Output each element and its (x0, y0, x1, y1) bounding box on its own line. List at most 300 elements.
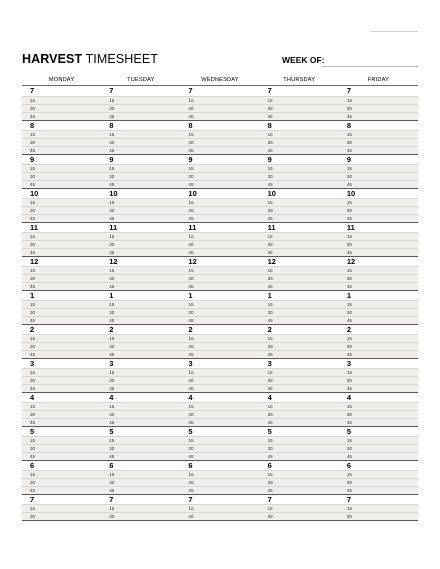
minute-cell-thursday[interactable]: 30 (267, 242, 273, 247)
minute-cell-friday[interactable]: 45 (346, 352, 352, 357)
hour-cell-wednesday[interactable]: 10 (188, 189, 197, 198)
hour-cell-thursday[interactable]: 7 (267, 495, 272, 504)
minute-cell-tuesday[interactable]: 45 (109, 386, 115, 391)
minute-cell-tuesday[interactable]: 15 (109, 302, 115, 307)
minute-cell-wednesday[interactable]: 30 (188, 174, 194, 179)
day-header-monday: MONDAY (48, 77, 75, 83)
minute-cell-monday[interactable]: 15 (30, 336, 36, 341)
minute-cell-friday[interactable]: 45 (346, 420, 352, 425)
minute-cell-tuesday[interactable]: 30 (109, 412, 115, 417)
minute-cell-wednesday[interactable]: 30 (188, 514, 194, 519)
minute-cell-thursday[interactable]: 15 (267, 336, 273, 341)
minute-cell-friday[interactable]: 30 (346, 344, 352, 349)
minute-cell-thursday[interactable]: 30 (267, 344, 273, 349)
minute-cell-wednesday[interactable]: 45 (188, 148, 194, 153)
minute-cell-tuesday[interactable]: 30 (109, 140, 115, 145)
minute-cell-monday[interactable]: 45 (30, 454, 36, 459)
hour-cell-tuesday[interactable]: 7 (109, 86, 114, 95)
hour-row (22, 188, 418, 198)
minute-cell-tuesday[interactable]: 30 (109, 344, 115, 349)
minute-cell-tuesday[interactable]: 15 (109, 336, 115, 341)
minute-row (22, 180, 418, 188)
minute-cell-monday[interactable]: 30 (30, 208, 36, 213)
hour-cell-thursday[interactable]: 3 (267, 359, 272, 368)
minute-cell-wednesday[interactable]: 15 (188, 132, 194, 137)
hour-cell-monday[interactable]: 3 (30, 359, 35, 368)
minute-cell-friday[interactable]: 45 (346, 114, 352, 119)
minute-row (22, 112, 418, 120)
minute-cell-wednesday[interactable]: 45 (188, 488, 194, 493)
minute-cell-tuesday[interactable]: 15 (109, 98, 115, 103)
minute-cell-thursday[interactable]: 30 (267, 446, 273, 451)
hour-cell-thursday[interactable]: 9 (267, 155, 272, 164)
hour-cell-thursday[interactable]: 12 (267, 257, 276, 266)
minute-cell-friday[interactable]: 45 (346, 454, 352, 459)
hour-cell-tuesday[interactable]: 4 (109, 393, 114, 402)
hour-cell-friday[interactable]: 11 (346, 223, 355, 232)
minute-cell-monday[interactable]: 15 (30, 166, 36, 171)
minute-row (22, 470, 418, 478)
week-of-field[interactable] (322, 66, 418, 67)
hour-cell-friday[interactable]: 1 (346, 291, 351, 300)
day-header-wednesday: WEDNESDAY (201, 77, 239, 83)
minute-row (22, 308, 418, 316)
hour-cell-wednesday[interactable]: 2 (188, 325, 193, 334)
hour-cell-wednesday[interactable]: 7 (188, 495, 193, 504)
hour-cell-tuesday[interactable]: 2 (109, 325, 114, 334)
minute-cell-tuesday[interactable]: 45 (109, 284, 115, 289)
minute-cell-thursday[interactable]: 15 (267, 166, 273, 171)
minute-cell-friday[interactable]: 45 (346, 318, 352, 323)
minute-cell-friday[interactable]: 15 (346, 200, 352, 205)
hour-cell-wednesday[interactable]: 3 (188, 359, 193, 368)
minute-cell-thursday[interactable]: 30 (267, 378, 273, 383)
hour-cell-tuesday[interactable]: 12 (109, 257, 118, 266)
hour-row (22, 86, 418, 96)
hour-cell-tuesday[interactable]: 3 (109, 359, 114, 368)
minute-row (22, 334, 418, 342)
minute-cell-tuesday[interactable]: 15 (109, 166, 115, 171)
minute-cell-monday[interactable]: 15 (30, 370, 36, 375)
minute-cell-thursday[interactable]: 15 (267, 404, 273, 409)
minute-cell-monday[interactable]: 15 (30, 268, 36, 273)
minute-cell-thursday[interactable]: 45 (267, 182, 273, 187)
minute-cell-thursday[interactable]: 45 (267, 386, 273, 391)
minute-cell-thursday[interactable]: 30 (267, 106, 273, 111)
minute-row (22, 368, 418, 376)
minute-cell-tuesday[interactable]: 45 (109, 148, 115, 153)
minute-cell-monday[interactable]: 45 (30, 386, 36, 391)
hour-cell-friday[interactable]: 2 (346, 325, 351, 334)
minute-cell-wednesday[interactable]: 30 (188, 140, 194, 145)
minute-cell-thursday[interactable]: 45 (267, 114, 273, 119)
hour-row (22, 358, 418, 368)
hour-row (22, 324, 418, 334)
hour-cell-tuesday[interactable]: 7 (109, 495, 114, 504)
hour-row (22, 222, 418, 232)
title-regular: TIMESHEET (85, 52, 158, 66)
minute-cell-friday[interactable]: 30 (346, 446, 352, 451)
hour-cell-monday[interactable]: 11 (30, 223, 38, 232)
hour-cell-thursday[interactable]: 2 (267, 325, 272, 334)
minute-cell-monday[interactable]: 45 (30, 420, 36, 425)
minute-cell-tuesday[interactable]: 30 (109, 242, 115, 247)
minute-cell-friday[interactable]: 30 (346, 174, 352, 179)
hour-cell-monday[interactable]: 8 (30, 121, 35, 130)
minute-cell-tuesday[interactable]: 15 (109, 234, 115, 239)
minute-cell-tuesday[interactable]: 30 (109, 446, 115, 451)
minute-cell-wednesday[interactable]: 45 (188, 318, 194, 323)
minute-cell-thursday[interactable]: 45 (267, 420, 273, 425)
minute-cell-wednesday[interactable]: 15 (188, 98, 194, 103)
minute-cell-thursday[interactable]: 15 (267, 438, 273, 443)
minute-cell-monday[interactable]: 45 (30, 148, 36, 153)
minute-row (22, 486, 418, 494)
minute-cell-friday[interactable]: 45 (346, 148, 352, 153)
minute-cell-friday[interactable]: 45 (346, 182, 352, 187)
minute-cell-monday[interactable]: 15 (30, 404, 36, 409)
minute-cell-monday[interactable]: 30 (30, 140, 36, 145)
minute-cell-wednesday[interactable]: 30 (188, 106, 194, 111)
minute-cell-thursday[interactable]: 15 (267, 268, 273, 273)
hour-cell-friday[interactable]: 6 (346, 461, 351, 470)
minute-cell-thursday[interactable]: 45 (267, 488, 273, 493)
hour-cell-monday[interactable]: 7 (30, 86, 35, 95)
minute-cell-tuesday[interactable]: 15 (109, 200, 115, 205)
minute-cell-monday[interactable]: 45 (30, 114, 36, 119)
minute-cell-friday[interactable]: 30 (346, 378, 352, 383)
hour-cell-tuesday[interactable]: 10 (109, 189, 118, 198)
hour-cell-thursday[interactable]: 7 (267, 86, 272, 95)
minute-row (22, 478, 418, 486)
minute-row (22, 452, 418, 460)
minute-cell-monday[interactable]: 15 (30, 234, 36, 239)
hour-cell-tuesday[interactable]: 1 (109, 291, 114, 300)
minute-cell-monday[interactable]: 30 (30, 378, 36, 383)
minute-cell-tuesday[interactable]: 30 (109, 514, 115, 519)
minute-row (22, 342, 418, 350)
hour-cell-friday[interactable]: 7 (346, 86, 351, 95)
minute-cell-friday[interactable]: 45 (346, 250, 352, 255)
week-of-label: WEEK OF: (282, 55, 325, 65)
minute-cell-wednesday[interactable]: 15 (188, 268, 194, 273)
minute-cell-wednesday[interactable]: 30 (188, 310, 194, 315)
minute-cell-monday[interactable]: 30 (30, 106, 36, 111)
minute-cell-wednesday[interactable]: 45 (188, 250, 194, 255)
minute-cell-tuesday[interactable]: 15 (109, 506, 115, 511)
minute-cell-wednesday[interactable]: 15 (188, 302, 194, 307)
minute-cell-friday[interactable]: 15 (346, 506, 352, 511)
minute-cell-friday[interactable]: 45 (346, 216, 352, 221)
minute-cell-monday[interactable]: 30 (30, 480, 36, 485)
hour-cell-wednesday[interactable]: 5 (188, 427, 193, 436)
minute-row (22, 130, 418, 138)
minute-cell-tuesday[interactable]: 15 (109, 404, 115, 409)
minute-cell-thursday[interactable]: 15 (267, 472, 273, 477)
minute-cell-friday[interactable]: 45 (346, 488, 352, 493)
minute-row (22, 172, 418, 180)
hour-cell-thursday[interactable]: 5 (267, 427, 272, 436)
minute-cell-monday[interactable]: 15 (30, 302, 36, 307)
hour-cell-friday[interactable]: 9 (346, 155, 351, 164)
minute-cell-thursday[interactable]: 30 (267, 174, 273, 179)
minute-cell-tuesday[interactable]: 15 (109, 472, 115, 477)
minute-cell-monday[interactable]: 30 (30, 310, 36, 315)
minute-cell-friday[interactable]: 45 (346, 284, 352, 289)
minute-cell-wednesday[interactable]: 15 (188, 472, 194, 477)
minute-cell-thursday[interactable]: 15 (267, 200, 273, 205)
minute-cell-wednesday[interactable]: 30 (188, 378, 194, 383)
minute-cell-monday[interactable]: 45 (30, 250, 36, 255)
page-title (22, 52, 158, 66)
minute-cell-tuesday[interactable]: 45 (109, 114, 115, 119)
hour-cell-wednesday[interactable]: 12 (188, 257, 197, 266)
minute-row (22, 384, 418, 392)
minute-cell-monday[interactable]: 45 (30, 352, 36, 357)
minute-cell-monday[interactable]: 45 (30, 284, 36, 289)
day-header-tuesday: TUESDAY (127, 77, 155, 83)
minute-cell-thursday[interactable]: 15 (267, 370, 273, 375)
minute-cell-wednesday[interactable]: 30 (188, 480, 194, 485)
hour-row (22, 256, 418, 266)
minute-cell-friday[interactable]: 30 (346, 106, 352, 111)
minute-cell-friday[interactable]: 15 (346, 132, 352, 137)
minute-cell-tuesday[interactable]: 15 (109, 132, 115, 137)
minute-cell-wednesday[interactable]: 45 (188, 284, 194, 289)
minute-cell-wednesday[interactable]: 15 (188, 166, 194, 171)
minute-cell-wednesday[interactable]: 45 (188, 182, 194, 187)
minute-cell-wednesday[interactable]: 15 (188, 336, 194, 341)
minute-cell-tuesday[interactable]: 15 (109, 370, 115, 375)
minute-cell-thursday[interactable]: 15 (267, 506, 273, 511)
minute-cell-thursday[interactable]: 30 (267, 276, 273, 281)
hour-cell-wednesday[interactable]: 4 (188, 393, 193, 402)
hour-cell-friday[interactable]: 7 (346, 495, 351, 504)
minute-cell-friday[interactable]: 15 (346, 234, 352, 239)
minute-cell-wednesday[interactable]: 30 (188, 344, 194, 349)
hour-cell-tuesday[interactable]: 11 (109, 223, 118, 232)
hour-cell-wednesday[interactable]: 1 (188, 291, 193, 300)
minute-cell-monday[interactable]: 30 (30, 344, 36, 349)
hour-cell-monday[interactable]: 4 (30, 393, 35, 402)
minute-cell-friday[interactable]: 30 (346, 276, 352, 281)
minute-cell-monday[interactable]: 15 (30, 98, 36, 103)
minute-cell-wednesday[interactable]: 30 (188, 242, 194, 247)
minute-row (22, 266, 418, 274)
minute-cell-thursday[interactable]: 15 (267, 234, 273, 239)
minute-cell-wednesday[interactable]: 45 (188, 114, 194, 119)
minute-cell-wednesday[interactable]: 15 (188, 506, 194, 511)
hour-cell-monday[interactable]: 12 (30, 257, 39, 266)
hour-row (22, 290, 418, 300)
minute-cell-monday[interactable]: 30 (30, 276, 36, 281)
minute-cell-tuesday[interactable]: 45 (109, 250, 115, 255)
minute-cell-wednesday[interactable]: 45 (188, 386, 194, 391)
minute-cell-monday[interactable]: 45 (30, 488, 36, 493)
minute-cell-monday[interactable]: 15 (30, 438, 36, 443)
minute-cell-thursday[interactable]: 30 (267, 480, 273, 485)
hour-cell-wednesday[interactable]: 7 (188, 86, 193, 95)
minute-cell-wednesday[interactable]: 30 (188, 208, 194, 213)
minute-cell-friday[interactable]: 15 (346, 370, 352, 375)
hour-row (22, 392, 418, 402)
minute-cell-thursday[interactable]: 45 (267, 352, 273, 357)
hour-row (22, 154, 418, 164)
minute-cell-thursday[interactable]: 45 (267, 216, 273, 221)
hour-cell-thursday[interactable]: 11 (267, 223, 276, 232)
hour-cell-thursday[interactable]: 1 (267, 291, 272, 300)
minute-cell-monday[interactable]: 30 (30, 514, 36, 519)
hour-cell-monday[interactable]: 2 (30, 325, 35, 334)
hour-cell-friday[interactable]: 12 (346, 257, 356, 266)
minute-cell-thursday[interactable]: 30 (267, 208, 273, 213)
minute-cell-thursday[interactable]: 15 (267, 132, 273, 137)
minute-cell-tuesday[interactable]: 30 (109, 106, 115, 111)
minute-row (22, 300, 418, 308)
minute-cell-monday[interactable]: 45 (30, 318, 36, 323)
minute-cell-friday[interactable]: 15 (346, 404, 352, 409)
minute-cell-monday[interactable]: 15 (30, 506, 36, 511)
hour-cell-thursday[interactable]: 8 (267, 121, 272, 130)
minute-cell-friday[interactable]: 30 (346, 514, 352, 519)
minute-row (22, 240, 418, 248)
minute-cell-tuesday[interactable]: 45 (109, 488, 115, 493)
minute-cell-wednesday[interactable]: 30 (188, 412, 194, 417)
title-bold: HARVEST (22, 52, 83, 66)
minute-row (22, 146, 418, 154)
hour-cell-monday[interactable]: 7 (30, 495, 35, 504)
hour-cell-friday[interactable]: 3 (346, 359, 351, 368)
hour-cell-friday[interactable]: 4 (346, 393, 351, 402)
hour-cell-wednesday[interactable]: 8 (188, 121, 193, 130)
minute-cell-friday[interactable]: 30 (346, 208, 352, 213)
minute-cell-monday[interactable]: 30 (30, 412, 36, 417)
hour-cell-tuesday[interactable]: 5 (109, 427, 114, 436)
hour-cell-tuesday[interactable]: 9 (109, 155, 114, 164)
minute-cell-friday[interactable]: 30 (346, 412, 352, 417)
hour-cell-monday[interactable]: 6 (30, 461, 35, 470)
minute-cell-monday[interactable]: 30 (30, 242, 36, 247)
minute-cell-wednesday[interactable]: 15 (188, 370, 194, 375)
minute-cell-friday[interactable]: 15 (346, 98, 352, 103)
minute-cell-monday[interactable]: 15 (30, 132, 36, 137)
minute-cell-monday[interactable]: 30 (30, 174, 36, 179)
hour-cell-friday[interactable]: 10 (346, 189, 356, 198)
minute-cell-tuesday[interactable]: 30 (109, 480, 115, 485)
minute-row (22, 232, 418, 240)
minute-cell-wednesday[interactable]: 30 (188, 276, 194, 281)
minute-cell-tuesday[interactable]: 30 (109, 310, 115, 315)
hour-cell-thursday[interactable]: 10 (267, 189, 276, 198)
minute-cell-tuesday[interactable]: 30 (109, 174, 115, 179)
minute-cell-thursday[interactable]: 30 (267, 412, 273, 417)
minute-cell-thursday[interactable]: 30 (267, 140, 273, 145)
minute-cell-thursday[interactable]: 45 (267, 318, 273, 323)
minute-cell-tuesday[interactable]: 45 (109, 216, 115, 221)
hour-cell-friday[interactable]: 8 (346, 121, 351, 130)
minute-cell-wednesday[interactable]: 45 (188, 352, 194, 357)
minute-cell-thursday[interactable]: 45 (267, 454, 273, 459)
minute-cell-tuesday[interactable]: 45 (109, 454, 115, 459)
hour-cell-wednesday[interactable]: 11 (188, 223, 197, 232)
minute-cell-tuesday[interactable]: 15 (109, 438, 115, 443)
minute-cell-friday[interactable]: 30 (346, 310, 352, 315)
hour-cell-thursday[interactable]: 6 (267, 461, 272, 470)
minute-cell-tuesday[interactable]: 30 (109, 208, 115, 213)
time-rows (22, 86, 418, 520)
minute-cell-wednesday[interactable]: 15 (188, 200, 194, 205)
minute-cell-tuesday[interactable]: 30 (109, 378, 115, 383)
minute-cell-wednesday[interactable]: 45 (188, 216, 194, 221)
hour-cell-tuesday[interactable]: 8 (109, 121, 114, 130)
minute-cell-friday[interactable]: 30 (346, 242, 352, 247)
minute-cell-friday[interactable]: 30 (346, 140, 352, 145)
hour-cell-monday[interactable]: 1 (30, 291, 35, 300)
minute-cell-monday[interactable]: 45 (30, 216, 36, 221)
hour-cell-friday[interactable]: 5 (346, 427, 351, 436)
minute-cell-tuesday[interactable]: 15 (109, 268, 115, 273)
minute-cell-friday[interactable]: 45 (346, 386, 352, 391)
minute-cell-friday[interactable]: 15 (346, 268, 352, 273)
minute-cell-wednesday[interactable]: 30 (188, 446, 194, 451)
minute-row (22, 316, 418, 324)
minute-cell-monday[interactable]: 30 (30, 446, 36, 451)
minute-cell-thursday[interactable]: 15 (267, 98, 273, 103)
minute-row (22, 198, 418, 206)
minute-cell-wednesday[interactable]: 45 (188, 454, 194, 459)
minute-cell-wednesday[interactable]: 15 (188, 404, 194, 409)
minute-row (22, 104, 418, 112)
minute-row (22, 214, 418, 222)
minute-cell-monday[interactable]: 15 (30, 200, 36, 205)
minute-cell-thursday[interactable]: 30 (267, 514, 273, 519)
minute-cell-tuesday[interactable]: 45 (109, 352, 115, 357)
hour-cell-monday[interactable]: 5 (30, 427, 35, 436)
hour-cell-thursday[interactable]: 4 (267, 393, 272, 402)
hour-cell-monday[interactable]: 10 (30, 189, 39, 198)
grid-bottom-rule (22, 520, 418, 521)
minute-cell-friday[interactable]: 15 (346, 302, 352, 307)
minute-cell-friday[interactable]: 15 (346, 438, 352, 443)
minute-cell-thursday[interactable]: 45 (267, 284, 273, 289)
hour-cell-monday[interactable]: 9 (30, 155, 35, 164)
minute-cell-thursday[interactable]: 45 (267, 250, 273, 255)
minute-cell-friday[interactable]: 30 (346, 480, 352, 485)
minute-cell-tuesday[interactable]: 45 (109, 318, 115, 323)
minute-cell-monday[interactable]: 45 (30, 182, 36, 187)
minute-cell-wednesday[interactable]: 15 (188, 234, 194, 239)
minute-cell-thursday[interactable]: 45 (267, 148, 273, 153)
hour-cell-wednesday[interactable]: 9 (188, 155, 193, 164)
minute-cell-friday[interactable]: 15 (346, 472, 352, 477)
hour-cell-tuesday[interactable]: 6 (109, 461, 114, 470)
minute-row (22, 274, 418, 282)
minute-cell-wednesday[interactable]: 45 (188, 420, 194, 425)
minute-cell-friday[interactable]: 15 (346, 166, 352, 171)
minute-cell-wednesday[interactable]: 15 (188, 438, 194, 443)
minute-cell-friday[interactable]: 15 (346, 336, 352, 341)
minute-cell-tuesday[interactable]: 45 (109, 182, 115, 187)
minute-cell-thursday[interactable]: 30 (267, 310, 273, 315)
minute-cell-monday[interactable]: 15 (30, 472, 36, 477)
minute-row (22, 350, 418, 358)
hour-cell-wednesday[interactable]: 6 (188, 461, 193, 470)
minute-cell-tuesday[interactable]: 45 (109, 420, 115, 425)
minute-cell-tuesday[interactable]: 30 (109, 276, 115, 281)
day-header-thursday: THURSDAY (283, 77, 316, 83)
minute-cell-thursday[interactable]: 15 (267, 302, 273, 307)
top-rule (370, 31, 418, 32)
